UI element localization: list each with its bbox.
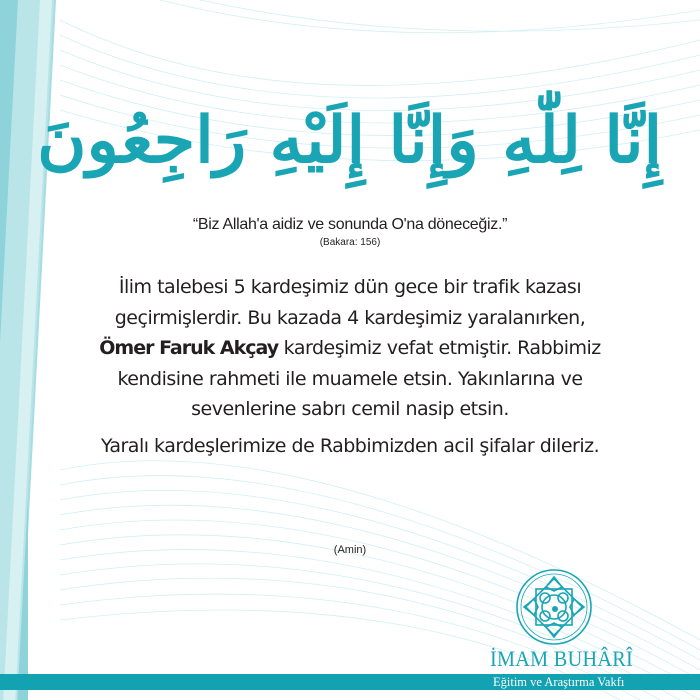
closing-amin: (Amin) xyxy=(333,544,367,556)
quote-translation: “Biz Allah'a aidiz ve sonunda O'na döneceğiz.” xyxy=(192,216,508,233)
quote-reference: (Bakara: 156) xyxy=(319,237,381,248)
geometric-rosette-emblem-icon xyxy=(514,567,594,647)
paragraph-1-start: İlim talebesi 5 kardeşimiz dün gece bir trafik kazası geçirmişlerdir. Bu kazada 4 kardeşimiz yaralanırken, xyxy=(114,276,586,329)
message-body xyxy=(90,272,610,461)
deceased-name: Ömer Faruk Akçay xyxy=(99,337,279,359)
organization-subtitle: Eğitim ve Araştırma Vakfı xyxy=(493,675,625,689)
paragraph-1-end: kardeşimiz vefat etmiştir. Rabbimiz kendisine rahmeti ile muamele etsin. Yakınlarına ve sevenlerine sabrı cemil nasip etsin. xyxy=(117,337,601,420)
message-paragraph-2: Yaralı kardeşlerimize de Rabbimizden acil şifalar dileriz. xyxy=(100,434,600,457)
calligraphy-text: إِنَّا لِلّٰهِ وَإِنَّا إِلَيْهِ رَاجِعُونَ xyxy=(37,102,663,178)
message-paragraph-1 xyxy=(90,272,610,425)
organization-name: İMAM BUHÂRÎ xyxy=(490,646,634,671)
arabic-calligraphy xyxy=(37,70,663,210)
